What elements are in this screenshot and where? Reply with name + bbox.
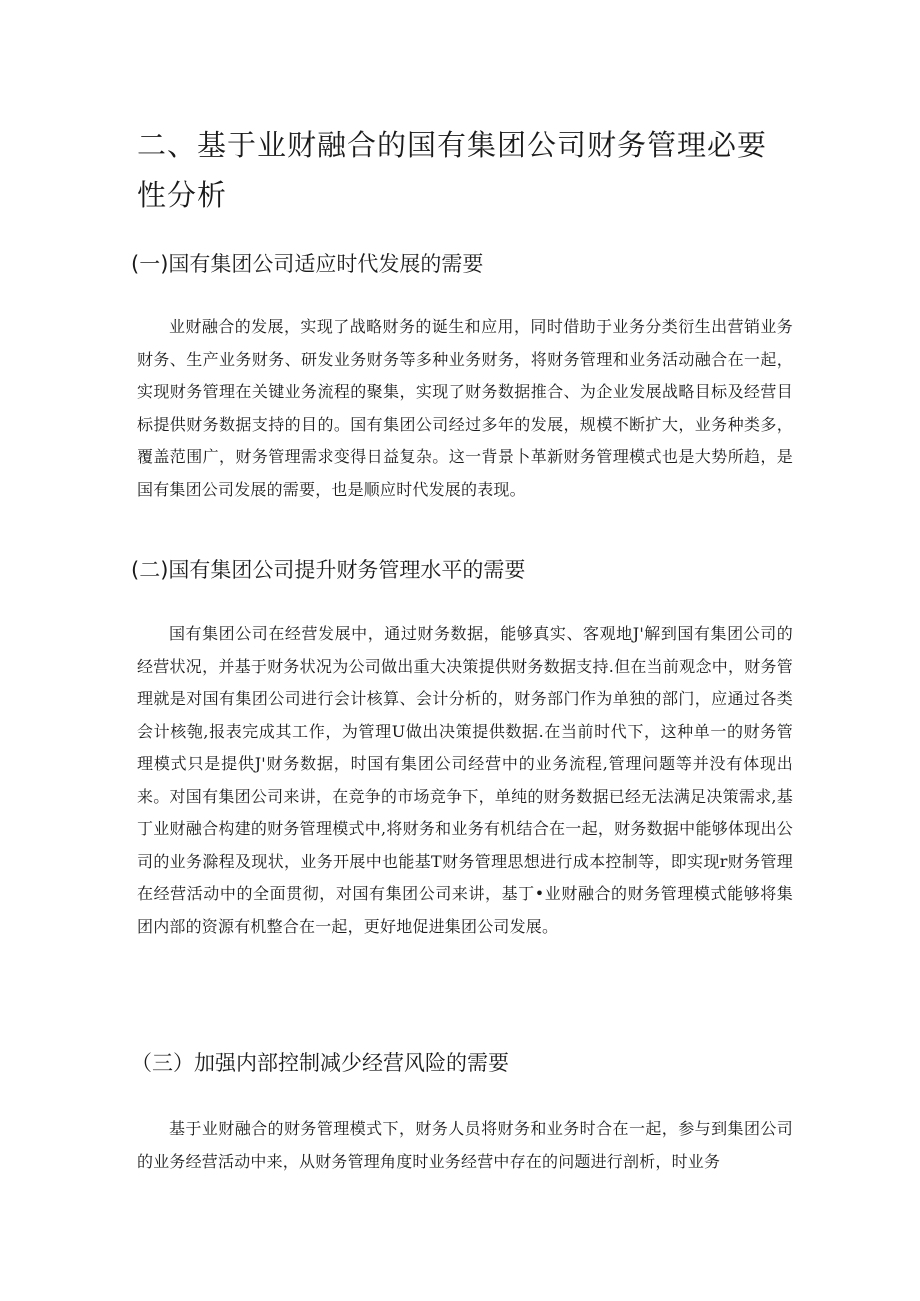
section-heading-3: （三）加强内部控制减少经营风险的需要 — [131, 1051, 509, 1075]
section-heading-2: (二)国有集团公司提升财务管理水平的需要 — [131, 558, 526, 582]
section-paragraph-3: 基于业财融合的财务管理模式下，财务人员将财务和业务时合在一起，参与到集团公司的业务经营活动中来，从财务管理角度时业务经营中存在的问题进行剖析，时业务 — [137, 1119, 793, 1171]
chapter-title: 二、基于业财融合的国有集团公司财务管理必要性分析 — [137, 128, 768, 212]
section-heading-1: (一)国有集团公司适应时代发展的需要 — [131, 252, 484, 276]
section-paragraph-1: 业财融合的发展，实现了战略财务的诞生和应用，同时借助于业务分类衍生出营销业务财务、生产业务财务、研发业务财务等多种业务财务，将财务管理和业务活动融合在一起，实现财务管理在关键业务流程的聚集，实现了财务数据推合、为企业发展战略目标及经营目标提供财务数据支持的目的。国有集团公司经过多年的发展，规模不断扩大，业务种类多，覆盖范围广，财务管理需求变得日益复杂。这一背景卜革新财务管理模式也是大势所趋，是国有集团公司发展的需要，也是顺应时代发展的表现。 — [137, 317, 793, 499]
section-paragraph-2: 国有集团公司在经营发展中，通过财务数据，能够真实、客观地J'解到国有集团公司的经营状况，并基于财务状况为公司做出重大决策提供财务数据支持.但在当前观念中，财务管理就是对国有集团公司进行会计核算、会计分析的，财务部门作为单独的部门，应通过各类会计核匏,报表完成其工作，为管理U做出决策提供数据.在当前时代下，这种单一的财务管理模式只是提供J'财务数据，时国有集团公司经营中的业务流程,管理问题等并没有体现出来。对国有集团公司来讲，在竞争的市场竞争下，单纯的财务数据已经无法满足决策需求,基丁业财融合构建的财务管理模式中,将财务和业务有机结合在一起，财务数据中能够体现出公司的业务滁程及现状，业务开展中也能基T财务管理思想进行成本控制等，即实现r财务管理在经营活动中的全面贯彻，对国有集团公司来讲，基丁•业财融合的财务管理模式能够将集团内部的资源有机整合在一起，更好地促进集团公司发展。 — [137, 624, 793, 936]
